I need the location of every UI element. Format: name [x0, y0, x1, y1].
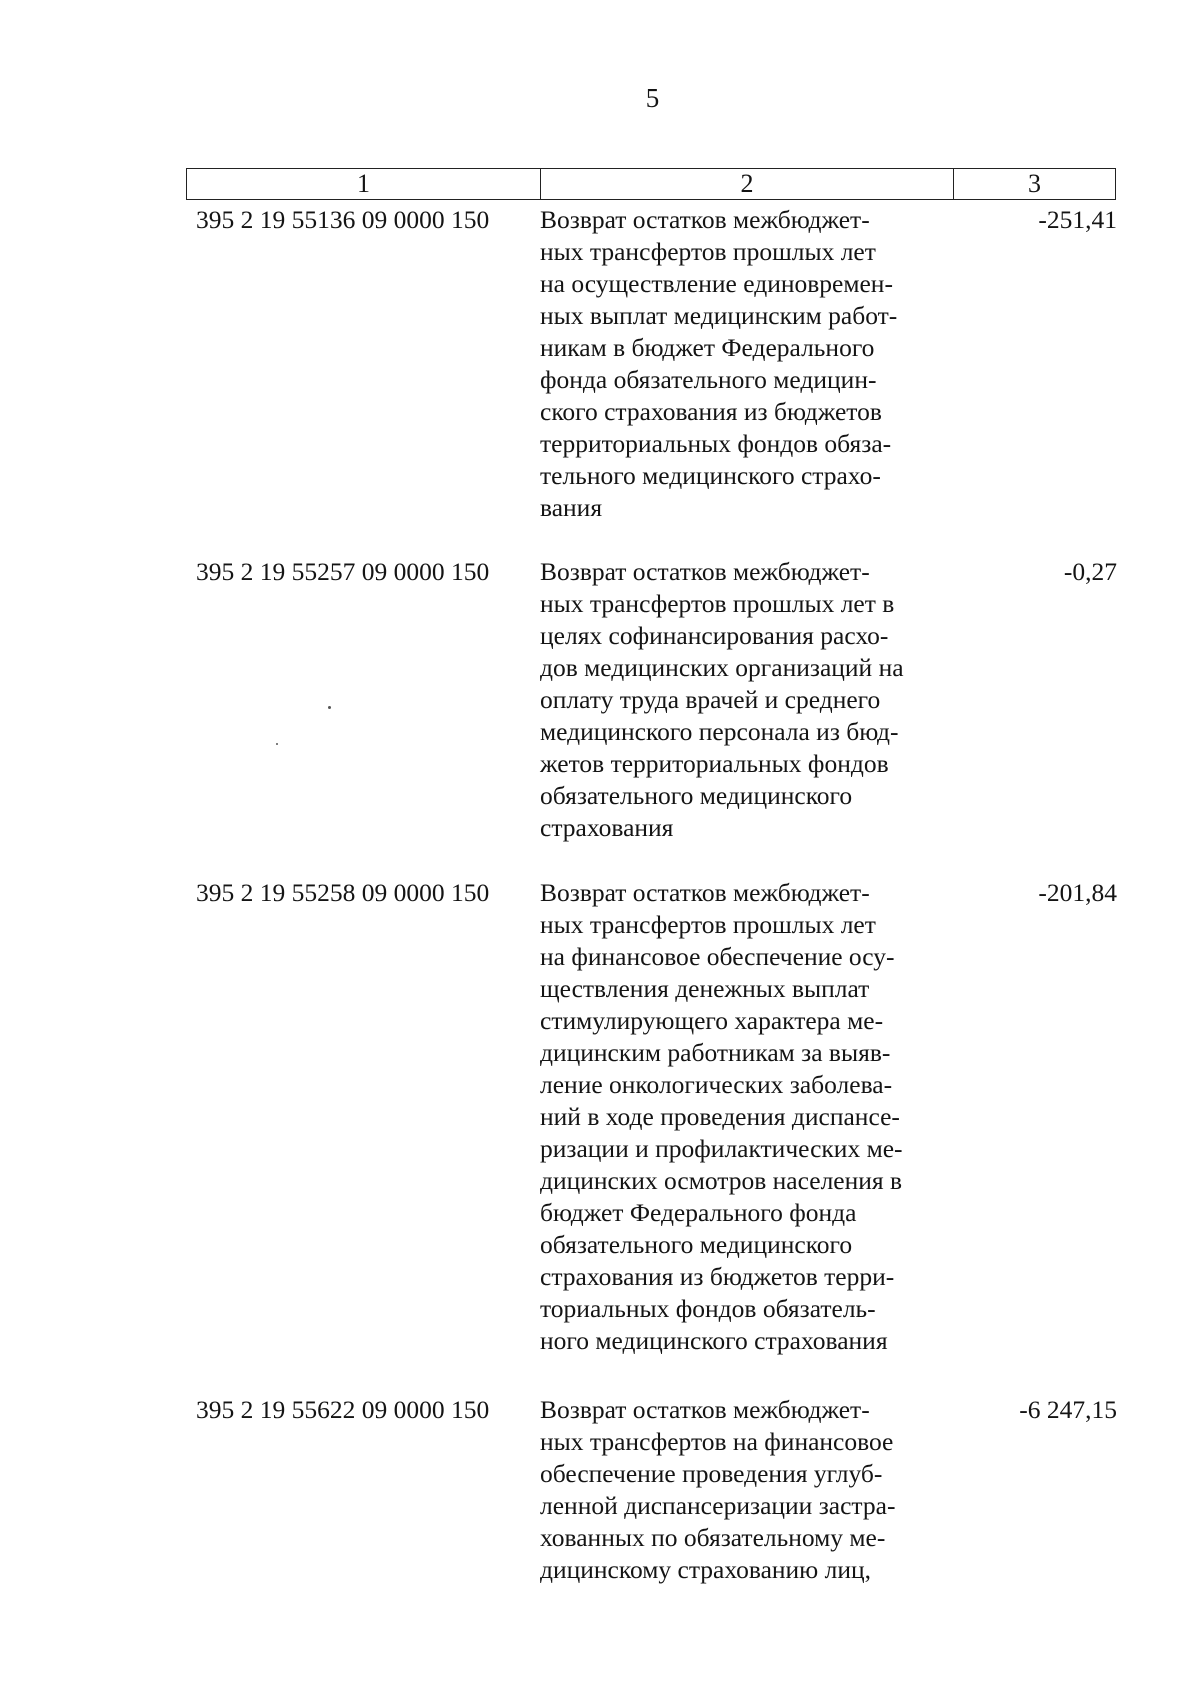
description-line: ществления денежных выплат — [540, 974, 870, 1003]
amount: -201,84 — [1038, 878, 1117, 907]
description-line: медицинского персонала из бюд- — [540, 717, 899, 746]
table-header — [186, 168, 1116, 200]
header-col-2: 2 — [541, 169, 954, 199]
row-description — [540, 556, 960, 844]
description-line: ного медицинского страхования — [540, 1326, 888, 1355]
amount: -6 247,15 — [1019, 1395, 1117, 1424]
description-line: дов медицинских организаций на — [540, 653, 904, 682]
description-line: вания — [540, 493, 603, 522]
description-line: Возврат остатков межбюджет- — [540, 878, 870, 907]
description-line: ского страхования из бюджетов — [540, 397, 882, 426]
row-description — [540, 877, 960, 1357]
description-line: целях софинансирования расхо- — [540, 621, 889, 650]
description-line: хованных по обязательному ме- — [540, 1523, 886, 1552]
description-line: оплату труда врачей и среднего — [540, 685, 881, 714]
description-line: обязательного медицинского — [540, 781, 853, 810]
description-line: территориальных фондов обяза- — [540, 429, 892, 458]
description-line: дицинским работникам за выяв- — [540, 1038, 891, 1067]
row-description — [540, 204, 960, 524]
page-number: 5 — [645, 83, 660, 113]
description-line: ных трансфертов прошлых лет — [540, 910, 876, 939]
description-line: на осуществление единовремен- — [540, 269, 893, 298]
description-line: никам в бюджет Федерального — [540, 333, 875, 362]
description-line: ленной диспансеризации застра- — [540, 1491, 896, 1520]
description-line: ление онкологических заболева- — [540, 1070, 893, 1099]
description-line: жетов территориальных фондов — [540, 749, 889, 778]
description-line: ториальных фондов обязатель- — [540, 1294, 876, 1323]
description-line: ризации и профилактических ме- — [540, 1134, 903, 1163]
description-line: фонда обязательного медицин- — [540, 365, 877, 394]
row-description — [540, 1394, 960, 1586]
budget-code: 395 2 19 55136 09 0000 150 — [196, 205, 490, 234]
budget-code: 395 2 19 55622 09 0000 150 — [196, 1395, 490, 1424]
description-line: дицинских осмотров населения в — [540, 1166, 903, 1195]
description-line: дицинскому страхованию лиц, — [540, 1555, 872, 1584]
description-line: Возврат остатков межбюджет- — [540, 557, 870, 586]
description-line: ных трансфертов прошлых лет — [540, 237, 876, 266]
budget-code: 395 2 19 55258 09 0000 150 — [196, 878, 490, 907]
description-line: страхования из бюджетов терри- — [540, 1262, 895, 1291]
description-line: на финансовое обеспечение осу- — [540, 942, 895, 971]
description-line: ных трансфертов на финансовое — [540, 1427, 894, 1456]
scan-speck — [276, 743, 278, 745]
description-line: обязательного медицинского — [540, 1230, 853, 1259]
description-line: Возврат остатков межбюджет- — [540, 1395, 870, 1424]
description-line: бюджет Федерального фонда — [540, 1198, 857, 1227]
description-line: ных выплат медицинским работ- — [540, 301, 898, 330]
scan-speck — [328, 706, 331, 709]
budget-code: 395 2 19 55257 09 0000 150 — [196, 557, 490, 586]
header-col-1: 1 — [187, 169, 541, 199]
amount: -0,27 — [1063, 557, 1117, 586]
header-col-3: 3 — [1028, 169, 1041, 198]
description-line: ний в ходе проведения диспансе- — [540, 1102, 900, 1131]
description-line: тельного медицинского страхо- — [540, 461, 881, 490]
description-line: обеспечение проведения углуб- — [540, 1459, 883, 1488]
amount: -251,41 — [1038, 205, 1117, 234]
description-line: ных трансфертов прошлых лет в — [540, 589, 895, 618]
description-line: страхования — [540, 813, 674, 842]
description-line: Возврат остатков межбюджет- — [540, 205, 870, 234]
description-line: стимулирующего характера ме- — [540, 1006, 884, 1035]
